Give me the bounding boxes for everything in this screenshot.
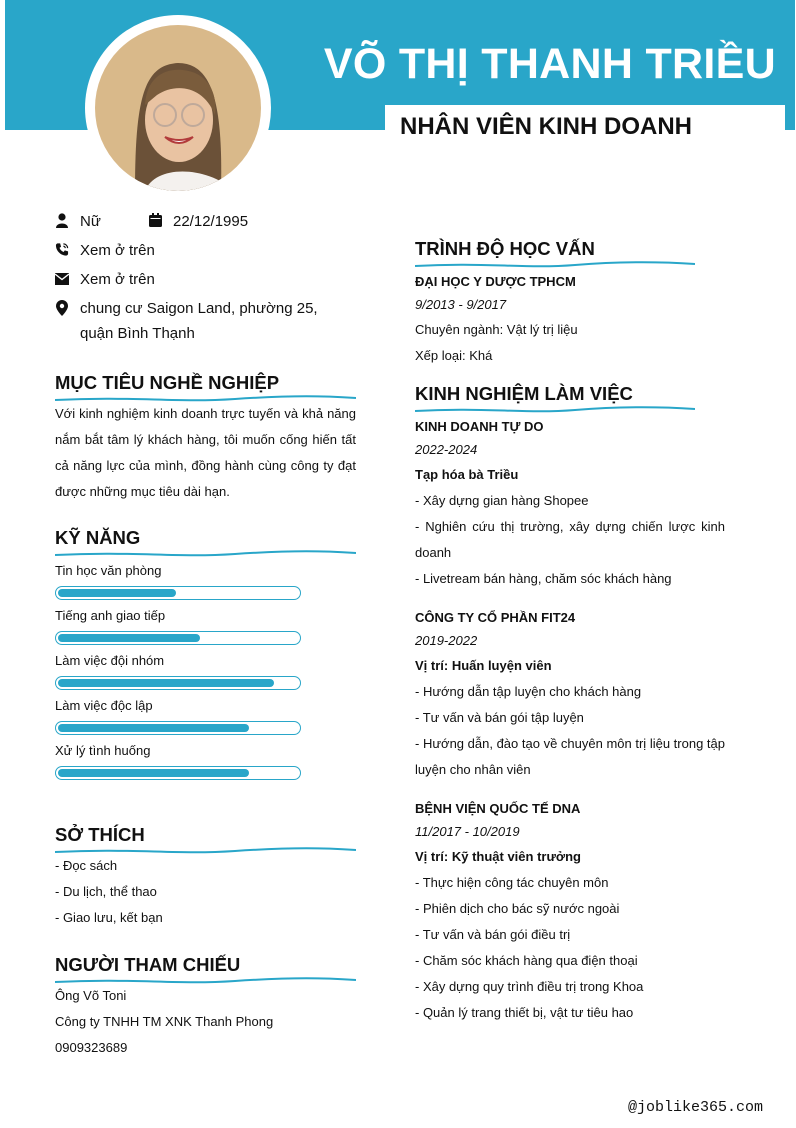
job-entry [415,415,725,592]
objective-section [55,372,356,505]
skill-bar-fill [58,769,249,777]
entry-item: - Hướng dẫn, đào tạo về chuyên môn trị liệu trong tập luyện cho nhân viên [415,736,725,777]
skill-label: Làm việc độc lập [55,698,153,713]
entry-date: 2019-2022 [415,633,478,648]
job-entry [415,606,725,783]
entry-item: - Quản lý trang thiết bị, vật tư tiêu hao [415,1005,634,1020]
skill-label: Làm việc đội nhóm [55,653,165,668]
gender-value: Nữ [80,213,101,230]
entry-item: Xếp loại: Khá [415,348,493,363]
entry-item: - Livetream bán hàng, chăm sóc khách hàng [415,571,672,586]
skill-bar [55,586,301,600]
entry-item: - Nghiên cứu thị trường, xây dựng chiến lược kinh doanh [415,519,725,560]
entry-role: Tạp hóa bà Triều [415,467,519,482]
skill-bar [55,676,301,690]
entry-role: Vị trí: Kỹ thuật viên trưởng [415,849,581,864]
hobby-item: - Du lịch, thể thao [55,884,157,899]
skill-bar-fill [58,589,176,597]
wave-divider [55,550,356,558]
hobbies-section [55,824,356,931]
entry-item: - Tư vấn và bán gói điều trị [415,927,571,942]
references-list [55,983,356,1061]
entry-item: - Phiên dịch cho bác sỹ nước ngoài [415,901,620,916]
skill-bar [55,631,301,645]
birthday-value: 22/12/1995 [173,213,249,230]
section-heading: KỸ NĂNG [55,527,141,548]
entry-title: BỆNH VIỆN QUỐC TẾ DNA [415,801,581,816]
skill-bar-fill [58,679,274,687]
user-icon [55,213,69,229]
phone-icon [55,242,69,258]
reference-item: Công ty TNHH TM XNK Thanh Phong [55,1014,274,1029]
skills-section [55,527,356,787]
entry-title: ĐẠI HỌC Y DƯỢC TPHCM [415,274,576,289]
entry-date: 11/2017 - 10/2019 [415,824,520,839]
info-email [55,267,350,292]
education-section [415,238,725,383]
phone-value: Xem ở trên [80,242,155,259]
section-heading: MỤC TIÊU NGHỀ NGHIỆP [55,372,280,393]
entry-item: - Xây dựng quy trình điều trị trong Khoa [415,979,644,994]
entry-item: Chuyên ngành: Vật lý trị liệu [415,322,578,337]
section-heading: NGƯỜI THAM CHIẾU [55,954,241,975]
calendar-icon [148,213,162,229]
map-pin-icon [55,300,69,316]
entry-item: - Thực hiện công tác chuyên môn [415,875,609,890]
entry-title: KINH DOANH TỰ DO [415,419,544,434]
email-value: Xem ở trên [80,271,155,288]
entry-date: 2022-2024 [415,442,478,457]
entry-title: CÔNG TY CỔ PHẦN FIT24 [415,610,576,625]
education-list [415,270,725,369]
skills-list [55,562,356,780]
reference-item: 0909323689 [55,1040,128,1055]
entry-item: - Tư vấn và bán gói tập luyện [415,710,584,725]
entry-item: - Hướng dẫn tập luyện cho khách hàng [415,684,642,699]
entry-role: Vị trí: Huấn luyện viên [415,658,552,673]
info-address [55,296,350,346]
objective-text: Với kinh nghiệm kinh doanh trực tuyến và khả năng nắm bắt tâm lý khách hàng, tôi muốn cống hiến tất cả năng lực của mình, đồng hành cùng công ty đạt được những mục tiêu dài hạn. [55,406,356,499]
hobbies-list [55,853,356,931]
skill-label: Xử lý tình huống [55,743,151,758]
candidate-name: VÕ THỊ THANH TRIỀU [323,40,776,88]
job-entry [415,797,725,1026]
skill-bar [55,721,301,735]
experience-list [415,415,725,1026]
section-heading: KINH NGHIỆM LÀM VIỆC [415,383,633,404]
skill-label: Tin học văn phòng [55,563,162,578]
skill-bar-fill [58,724,249,732]
hobby-item: - Giao lưu, kết bạn [55,910,163,925]
entry-item: - Xây dựng gian hàng Shopee [415,493,589,508]
skill-bar [55,766,301,780]
avatar [95,25,261,191]
section-heading: TRÌNH ĐỘ HỌC VẤN [415,238,595,259]
hobby-item: - Đọc sách [55,858,118,873]
job-title: NHÂN VIÊN KINH DOANH [400,113,693,140]
entry-item: - Chăm sóc khách hàng qua điện thoại [415,953,638,968]
watermark: @joblike365.com [627,1099,763,1116]
wave-divider [415,406,695,414]
wave-divider [415,261,695,269]
info-gender [55,209,248,234]
references-section [55,954,356,1061]
experience-section [415,383,725,1040]
skill-bar-fill [58,634,200,642]
info-phone [55,238,350,263]
education-entry [415,270,725,369]
envelope-icon [55,271,69,287]
skill-label: Tiếng anh giao tiếp [55,608,166,623]
address-value: chung cư Saigon Land, phường 25, quận Bình Thạnh [80,300,318,342]
reference-item: Ông Võ Toni [55,988,127,1003]
section-heading: SỞ THÍCH [55,824,145,845]
entry-date: 9/2013 - 9/2017 [415,297,507,312]
